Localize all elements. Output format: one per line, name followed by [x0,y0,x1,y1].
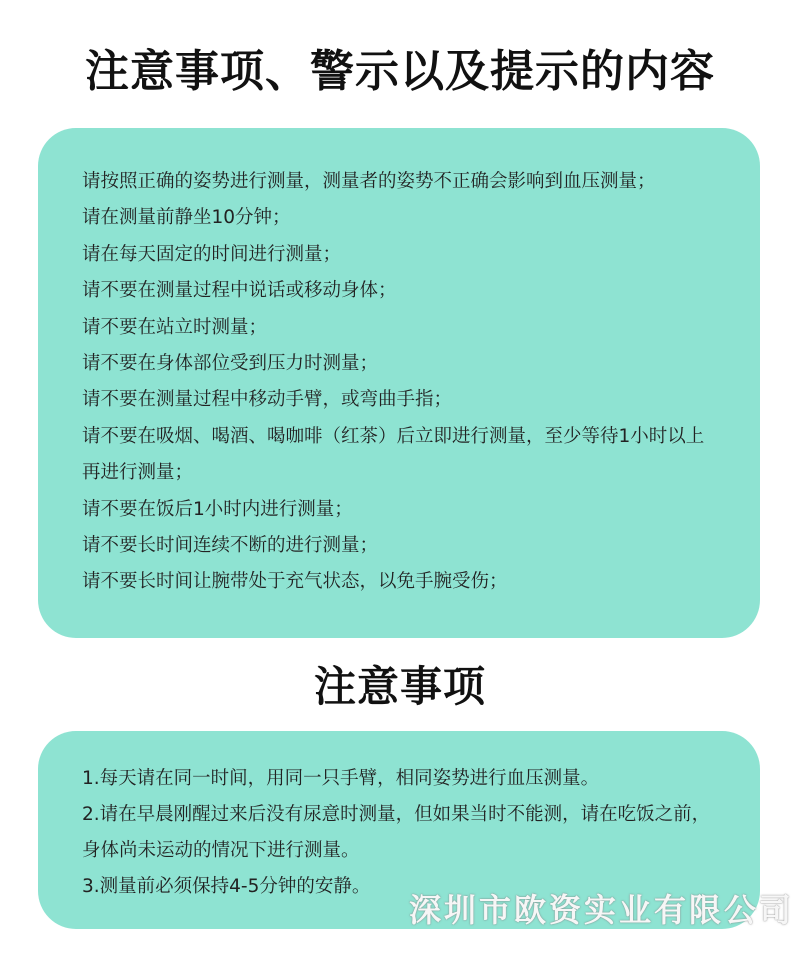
company-watermark: 深圳市欧资实业有限公司 [408,891,794,929]
warning-item: 请不要在身体部位受到压力时测量； [82,353,379,375]
warning-item: 请不要长时间连续不断的进行测量； [82,535,379,557]
warning-item: 请不要在饭后1小时内进行测量； [82,498,353,520]
warning-item: 请不要在测量过程中移动手臂，或弯曲手指； [82,389,453,411]
note-item: 3.测量前必须保持4-5分钟的安静。 [82,876,371,897]
warning-item: 请在每天固定的时间进行测量； [82,243,342,265]
note-item: 1.每天请在同一时间，用同一只手臂，相同姿势进行血压测量。 [82,768,600,789]
section-title: 注意事项 [313,662,486,711]
page-title: 注意事项、警示以及提示的内容 [85,46,715,97]
warning-item: 请按照正确的姿势进行测量，测量者的姿势不正确会影响到血压测量； [82,171,656,192]
warning-item: 请不要在测量过程中说话或移动身体； [82,280,397,302]
warning-item: 请在测量前静坐10分钟； [82,207,291,229]
warning-item: 请不要长时间让腕带处于充气状态，以免手腕受伤； [82,571,508,593]
warning-item: 请不要在吸烟、喝酒、喝咖啡（红茶）后立即进行测量，至少等待1小时以上再进行测量； [82,425,705,484]
note-item: 2.请在早晨刚醒过来后没有尿意时测量，但如果当时不能测，请在吃饭之前，身体尚未运动的情况下进行测量。 [82,804,711,861]
warnings-panel [38,128,760,638]
warning-item: 请不要在站立时测量； [82,316,268,338]
